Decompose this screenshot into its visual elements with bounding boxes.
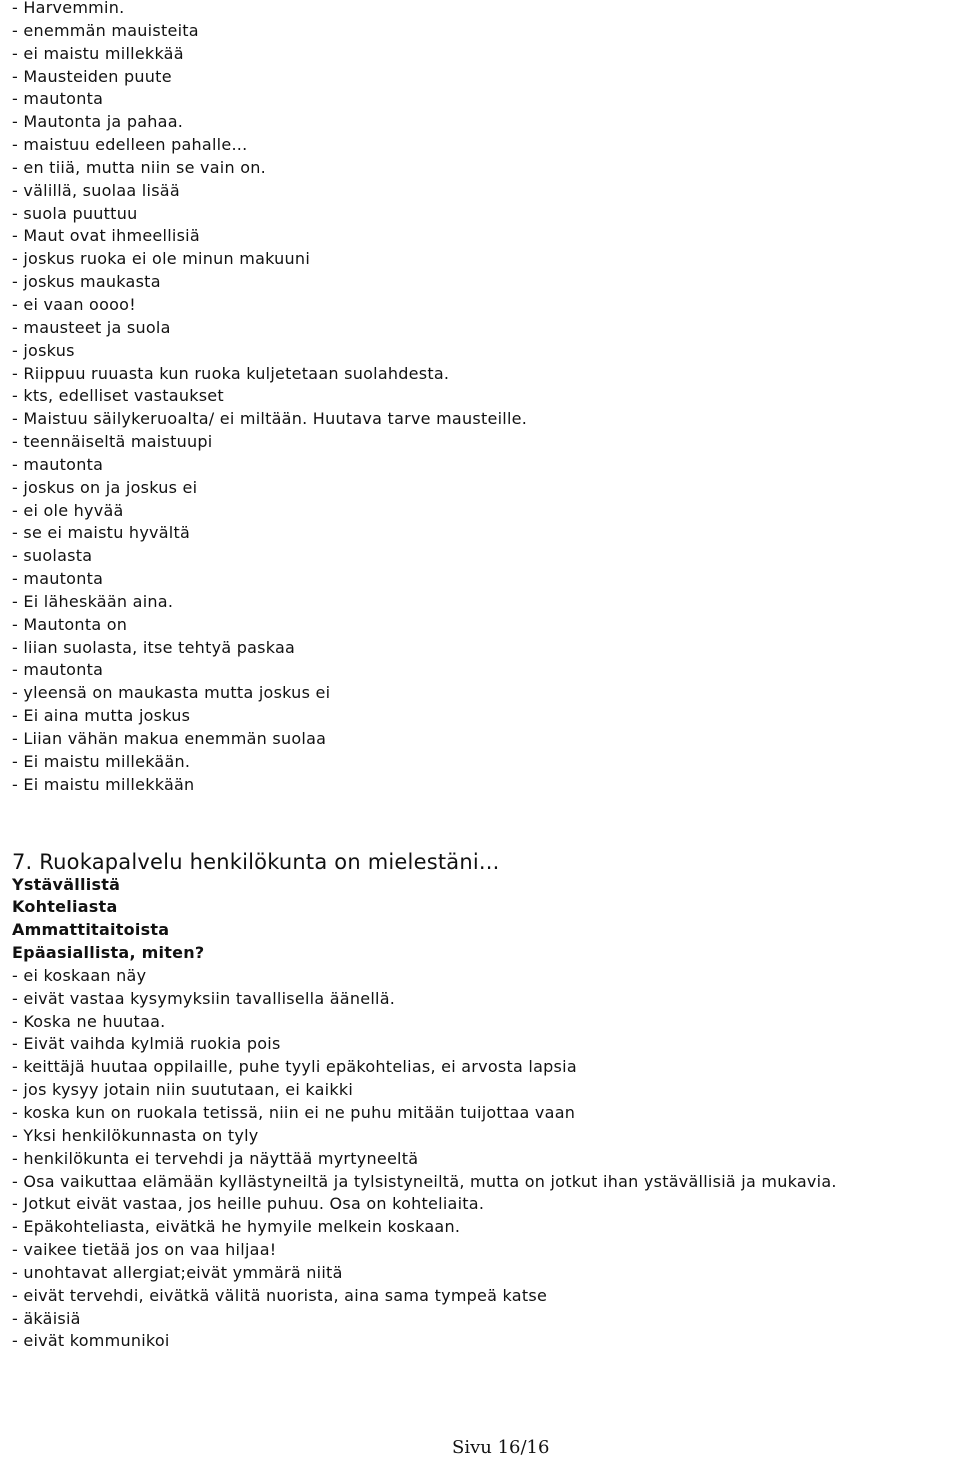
question-options [12,874,958,965]
answer-line: - eivät tervehdi, eivätkä välitä nuorista, aina sama tympeä katse [12,1285,548,1305]
question-7-answers-list [12,965,958,1353]
answer-line: - joskus ruoka ei ole minun makuuni [12,249,311,269]
answer-line: - eivät kommunikoi [12,1331,170,1351]
answer-line: - mautonta [12,89,104,109]
question-7-section [12,848,958,1354]
question-title: 7. Ruokapalvelu henkilökunta on mielestäni... [12,849,500,874]
answer-line: - teennäiseltä maistuupi [12,432,213,452]
answer-line: - yleensä on maukasta mutta joskus ei [12,683,331,703]
option-label: Ystävällistä [12,874,121,894]
section-spacer [12,797,958,848]
answer-line: - ei koskaan näy [12,965,147,985]
answer-line: - Ei läheskään aina. [12,591,174,611]
answer-line: - ei vaan oooo! [12,294,136,314]
answer-line: - kts, edelliset vastaukset [12,386,224,406]
option-label: Kohteliasta [12,897,118,917]
page-number: Sivu 16/16 [452,1437,550,1458]
answer-line: - Mautonta on [12,614,128,634]
answer-line: - Epäkohteliasta, eivätkä he hymyile melkein koskaan. [12,1217,461,1237]
answer-line: - se ei maistu hyvältä [12,523,191,543]
answer-line: - Yksi henkilökunnasta on tyly [12,1125,259,1145]
answer-line: - enemmän mauisteita [12,20,199,40]
answer-line: - eivät vastaa kysymyksiin tavallisella äänellä. [12,988,396,1008]
answer-line: - maistuu edelleen pahalle... [12,135,248,155]
answer-line: - Maistuu säilykeruoalta/ ei miltään. Huutava tarve mausteille. [12,409,528,429]
answer-line: - Ei aina mutta joskus [12,706,191,726]
document-page [12,0,958,1353]
answer-line: - Ei maistu millekkään [12,774,195,794]
answer-line: - mautonta [12,454,104,474]
answer-line: - unohtavat allergiat;eivät ymmärä niitä [12,1262,343,1282]
answer-line: - Ei maistu millekään. [12,751,191,771]
answer-line: - Mautonta ja pahaa. [12,112,184,132]
answer-line: - välillä, suolaa lisää [12,180,180,200]
answer-line: - liian suolasta, itse tehtyä paskaa [12,637,296,657]
answer-line: - Eivät vaihda kylmiä ruokia pois [12,1034,281,1054]
answer-line: - joskus maukasta [12,272,161,292]
answer-line: - Liian vähän makua enemmän suolaa [12,729,327,748]
answer-line: - Osa vaikuttaa elämään kyllästyneiltä ja tylsistyneiltä, mutta on jotkut ihan ystävällisiä ja mukavia. [12,1171,837,1191]
answer-line: - Mausteiden puute [12,66,172,86]
answer-line: - mausteet ja suola [12,317,171,337]
answer-line: - jos kysyy jotain niin suututaan, ei kaikki [12,1080,354,1100]
option-label: Ammattitaitoista [12,920,170,940]
answer-line: - vaikee tietää jos on vaa hiljaa! [12,1240,277,1260]
answer-line: - henkilökunta ei tervehdi ja näyttää myrtyneeltä [12,1148,419,1168]
answer-line: - Koska ne huutaa. [12,1011,166,1031]
answer-line: - joskus on ja joskus ei [12,477,198,497]
answer-line: - Riippuu ruuasta kun ruoka kuljetetaan suolahdesta. [12,363,450,383]
answer-line: - mautonta [12,569,104,589]
answer-line: - mautonta [12,660,104,680]
answer-line: - keittäjä huutaa oppilaille, puhe tyyli epäkohtelias, ei arvosta lapsia [12,1057,577,1077]
previous-answers-list [12,0,958,797]
answer-line: - äkäisiä [12,1308,81,1328]
answer-line: - Jotkut eivät vastaa, jos heille puhuu. Osa on kohteliaita. [12,1194,485,1214]
answer-line: - en tiiä, mutta niin se vain on. [12,157,266,177]
answer-line: - ei ole hyvää [12,500,124,520]
answer-line: - Harvemmin. [12,0,125,17]
answer-line: - ei maistu millekkää [12,43,184,63]
option-label: Epäasiallista, miten? [12,943,205,963]
answer-line: - suola puuttuu [12,203,138,223]
answer-line: - suolasta [12,546,93,566]
answer-line: - Maut ovat ihmeellisiä [12,226,200,246]
answer-line: - koska kun on ruokala tetissä, niin ei ne puhu mitään tuijottaa vaan [12,1102,576,1122]
answer-line: - joskus [12,340,75,360]
